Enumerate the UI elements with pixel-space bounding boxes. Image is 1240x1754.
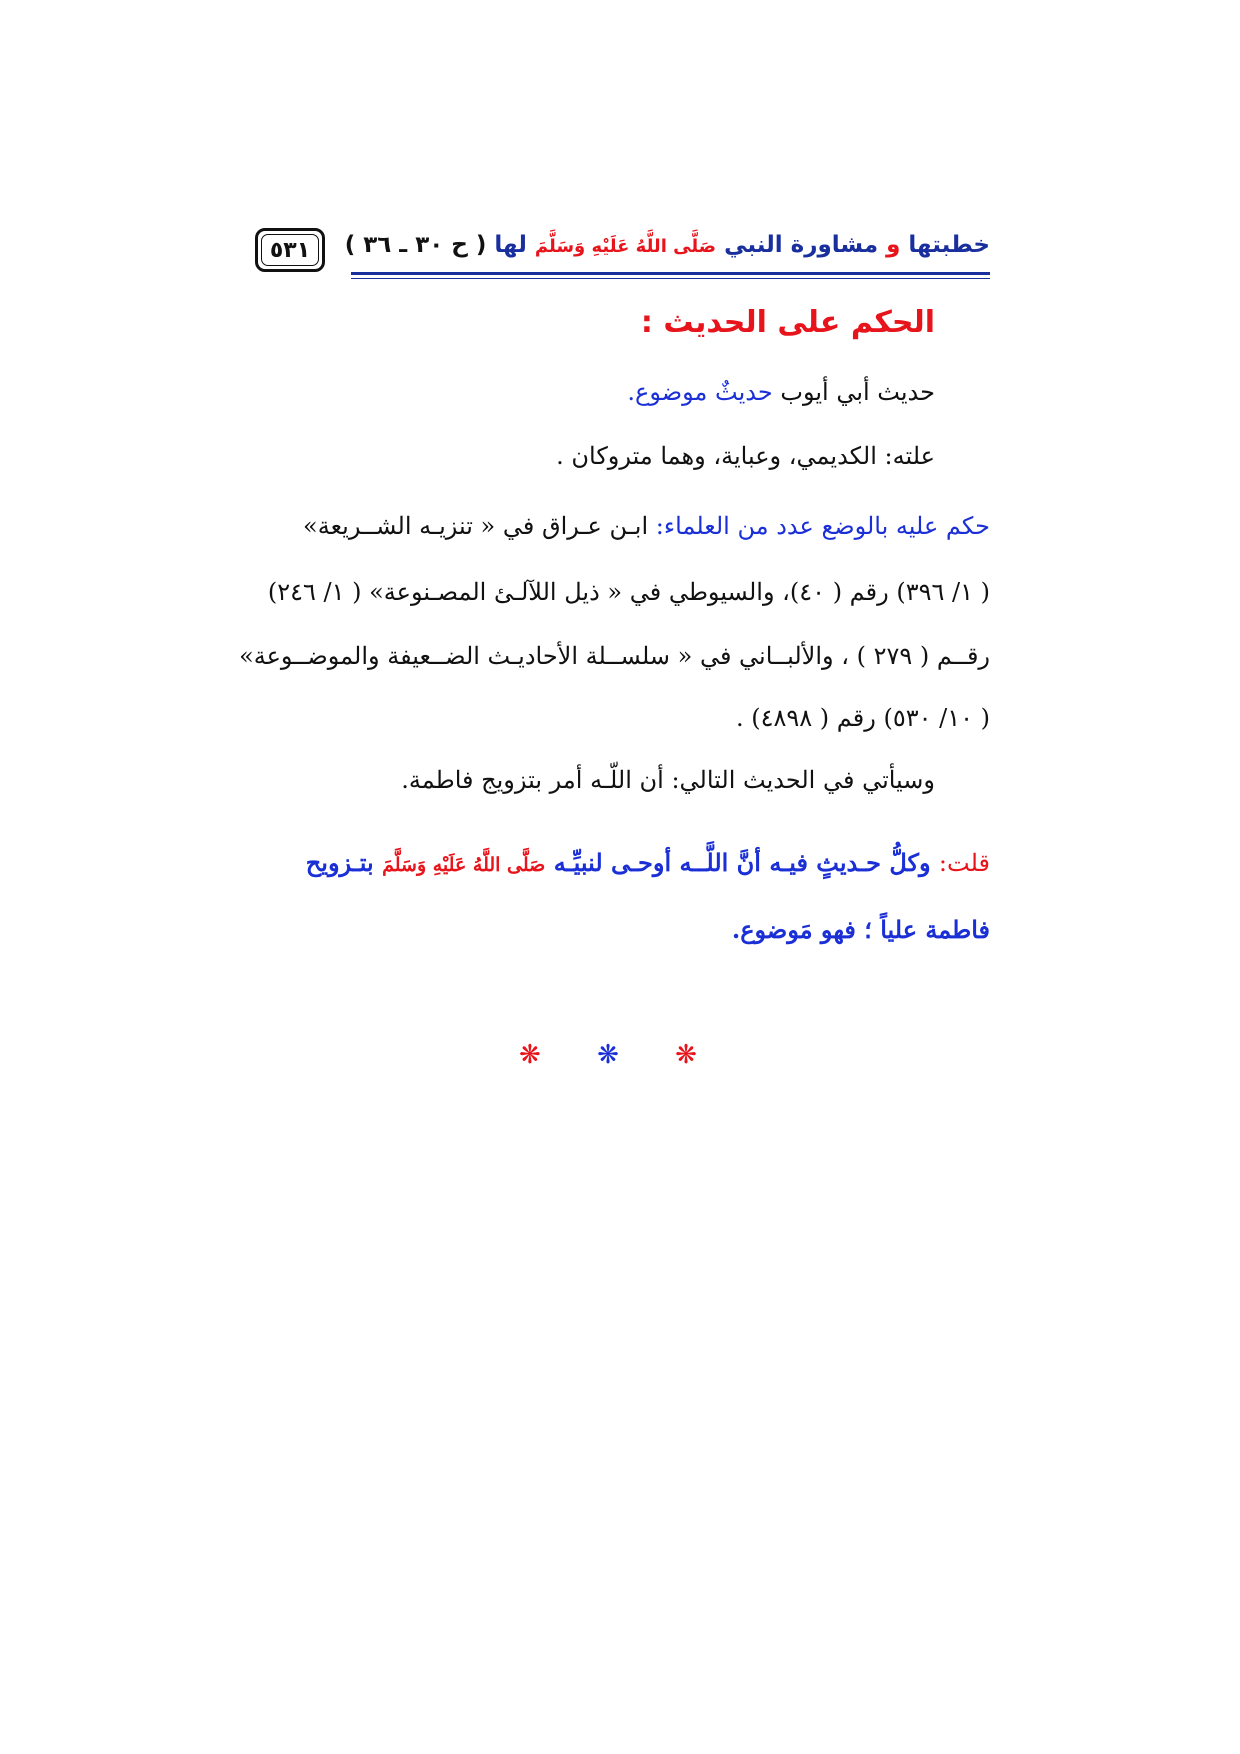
body-line-7: وسيأتي في الحديث التالي: أن اللّـه أمر بتزويج فاطمة. <box>401 766 935 794</box>
page-number: ٥٣١ <box>269 237 311 263</box>
page-header <box>255 228 990 284</box>
body-line-4: ( ١/ ٣٩٦) رقم ( ٤٠)، والسيوطي في « ذيل اللآلـئ المصـنوعة» ( ١/ ٢٤٦) <box>267 578 990 606</box>
body-line-3 <box>303 512 990 540</box>
body-line-1-verdict: حديثٌ موضوع. <box>627 378 773 406</box>
section-heading: الحكم على الحديث : <box>640 305 935 340</box>
body-line-8-text: وكلُّ حـديثٍ فيـه أنَّ اللَّــه أوحـى لنبيِّـه <box>553 848 931 877</box>
body-line-3-lead: حكم عليه بالوضع عدد من العلماء: <box>655 512 990 540</box>
section-separator <box>0 1040 1240 1070</box>
separator-star-icon: ❋ <box>597 1040 643 1070</box>
running-title <box>345 232 990 258</box>
header-rule-thin <box>351 278 990 279</box>
body-line-8-lead: قلت: <box>938 849 990 877</box>
separator-star-icon: ❋ <box>675 1040 721 1070</box>
running-title-part1: خطبتها <box>908 232 990 258</box>
body-line-1-text: حديث أبي أيوب <box>780 378 935 406</box>
running-title-part3: مشاورة النبي <box>724 232 879 258</box>
separator-star-icon: ❋ <box>519 1040 565 1070</box>
body-line-3-text: ابـن عـراق في « تنزيـه الشــريعة» <box>303 512 649 540</box>
running-title-range: ( ح ٣٠ ـ ٣٦ ) <box>344 232 487 258</box>
body-line-2: علته: الكديمي، وعباية، وهما متروكان . <box>556 442 935 470</box>
body-line-5: رقــم ( ٢٧٩ ) ، والألبــاني في « سلســلة الأحاديـث الضــعيفة والموضــوعة» <box>239 642 990 670</box>
running-title-salutation: صَلَّى اللَّهُ عَلَيْهِ وَسَلَّمَ <box>534 236 717 257</box>
running-title-part2: و <box>886 232 901 258</box>
page-number-frame <box>255 228 325 272</box>
body-line-8-end: بتـزويح <box>305 848 374 877</box>
header-rule <box>351 272 990 275</box>
body-line-8 <box>306 848 990 877</box>
body-line-9: فاطمة علياً ؛ فهو مَوضوع. <box>731 915 990 944</box>
body-line-1 <box>627 378 935 406</box>
body-line-8-salutation: صَلَّى اللَّهُ عَلَيْهِ وَسَلَّمَ <box>382 854 546 876</box>
running-title-part4: لها <box>494 232 527 258</box>
body-line-6: ( ١٠/ ٥٣٠) رقم ( ٤٨٩٨) . <box>735 704 990 732</box>
